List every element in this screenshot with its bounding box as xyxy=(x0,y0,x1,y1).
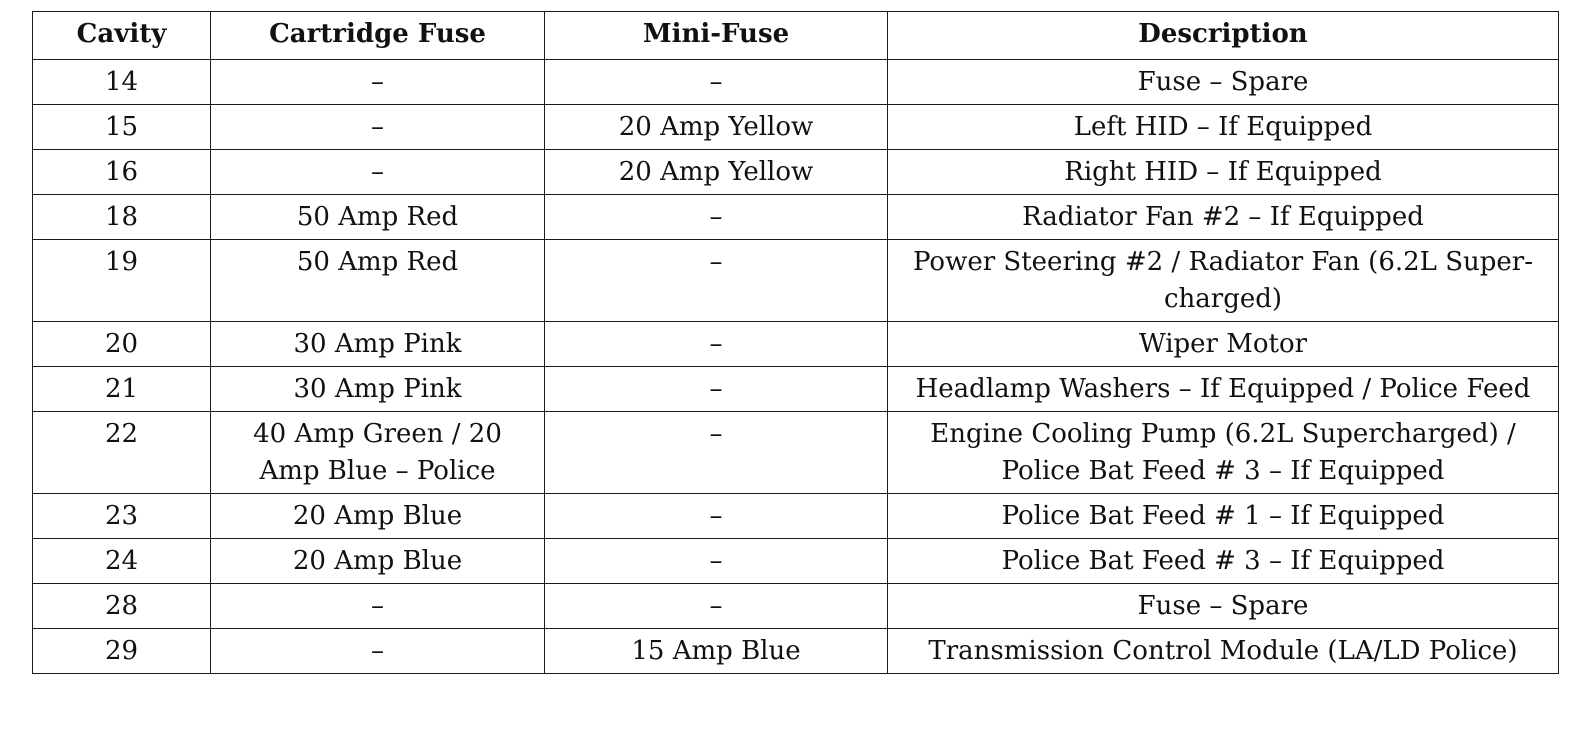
description-cell: Fuse – Spare xyxy=(888,60,1559,105)
mini-fuse-cell: – xyxy=(545,367,888,412)
cavity-cell: 22 xyxy=(33,412,211,494)
mini-fuse-cell: – xyxy=(545,322,888,367)
header-cartridge-fuse: Cartridge Fuse xyxy=(211,12,545,60)
cartridge-fuse-cell: 20 Amp Blue xyxy=(211,539,545,584)
table-row xyxy=(33,150,1559,195)
cavity-cell: 15 xyxy=(33,105,211,150)
description-cell: Power Steering #2 / Radiator Fan (6.2L Super-charged) xyxy=(888,240,1559,322)
table-row xyxy=(33,584,1559,629)
cavity-cell: 28 xyxy=(33,584,211,629)
table-header-row xyxy=(33,12,1559,60)
description-cell: Headlamp Washers – If Equipped / Police Feed xyxy=(888,367,1559,412)
mini-fuse-cell: 20 Amp Yellow xyxy=(545,150,888,195)
cavity-cell: 23 xyxy=(33,494,211,539)
description-cell: Fuse – Spare xyxy=(888,584,1559,629)
table-row xyxy=(33,494,1559,539)
cavity-cell: 16 xyxy=(33,150,211,195)
cavity-cell: 20 xyxy=(33,322,211,367)
cavity-cell: 14 xyxy=(33,60,211,105)
cartridge-fuse-cell: – xyxy=(211,584,545,629)
table-row xyxy=(33,629,1559,674)
header-description: Description xyxy=(888,12,1559,60)
mini-fuse-cell: – xyxy=(545,539,888,584)
table-row xyxy=(33,322,1559,367)
header-mini-fuse: Mini-Fuse xyxy=(545,12,888,60)
cartridge-fuse-cell: – xyxy=(211,629,545,674)
cavity-cell: 24 xyxy=(33,539,211,584)
cartridge-fuse-cell: 30 Amp Pink xyxy=(211,322,545,367)
cavity-cell: 19 xyxy=(33,240,211,322)
mini-fuse-cell: – xyxy=(545,60,888,105)
description-cell: Engine Cooling Pump (6.2L Supercharged) / Police Bat Feed # 3 – If Equipped xyxy=(888,412,1559,494)
table-row xyxy=(33,367,1559,412)
mini-fuse-cell: 20 Amp Yellow xyxy=(545,105,888,150)
description-cell: Left HID – If Equipped xyxy=(888,105,1559,150)
description-cell: Radiator Fan #2 – If Equipped xyxy=(888,195,1559,240)
cartridge-fuse-cell: – xyxy=(211,60,545,105)
mini-fuse-cell: – xyxy=(545,240,888,322)
mini-fuse-cell: – xyxy=(545,412,888,494)
mini-fuse-cell: – xyxy=(545,584,888,629)
description-cell: Transmission Control Module (LA/LD Police) xyxy=(888,629,1559,674)
cartridge-fuse-cell: – xyxy=(211,150,545,195)
mini-fuse-cell: – xyxy=(545,195,888,240)
cartridge-fuse-cell: 40 Amp Green / 20 Amp Blue – Police xyxy=(211,412,545,494)
cartridge-fuse-cell: – xyxy=(211,105,545,150)
cartridge-fuse-cell: 30 Amp Pink xyxy=(211,367,545,412)
cavity-cell: 21 xyxy=(33,367,211,412)
cartridge-fuse-cell: 20 Amp Blue xyxy=(211,494,545,539)
table-row xyxy=(33,240,1559,322)
cavity-cell: 29 xyxy=(33,629,211,674)
cavity-cell: 18 xyxy=(33,195,211,240)
table-row xyxy=(33,539,1559,584)
description-cell: Wiper Motor xyxy=(888,322,1559,367)
description-cell: Police Bat Feed # 1 – If Equipped xyxy=(888,494,1559,539)
cartridge-fuse-cell: 50 Amp Red xyxy=(211,195,545,240)
table-row xyxy=(33,60,1559,105)
mini-fuse-cell: 15 Amp Blue xyxy=(545,629,888,674)
cartridge-fuse-cell: 50 Amp Red xyxy=(211,240,545,322)
table-row xyxy=(33,105,1559,150)
fuse-table xyxy=(32,11,1559,674)
table-row xyxy=(33,195,1559,240)
description-cell: Police Bat Feed # 3 – If Equipped xyxy=(888,539,1559,584)
table-row xyxy=(33,412,1559,494)
description-cell: Right HID – If Equipped xyxy=(888,150,1559,195)
mini-fuse-cell: – xyxy=(545,494,888,539)
header-cavity: Cavity xyxy=(33,12,211,60)
